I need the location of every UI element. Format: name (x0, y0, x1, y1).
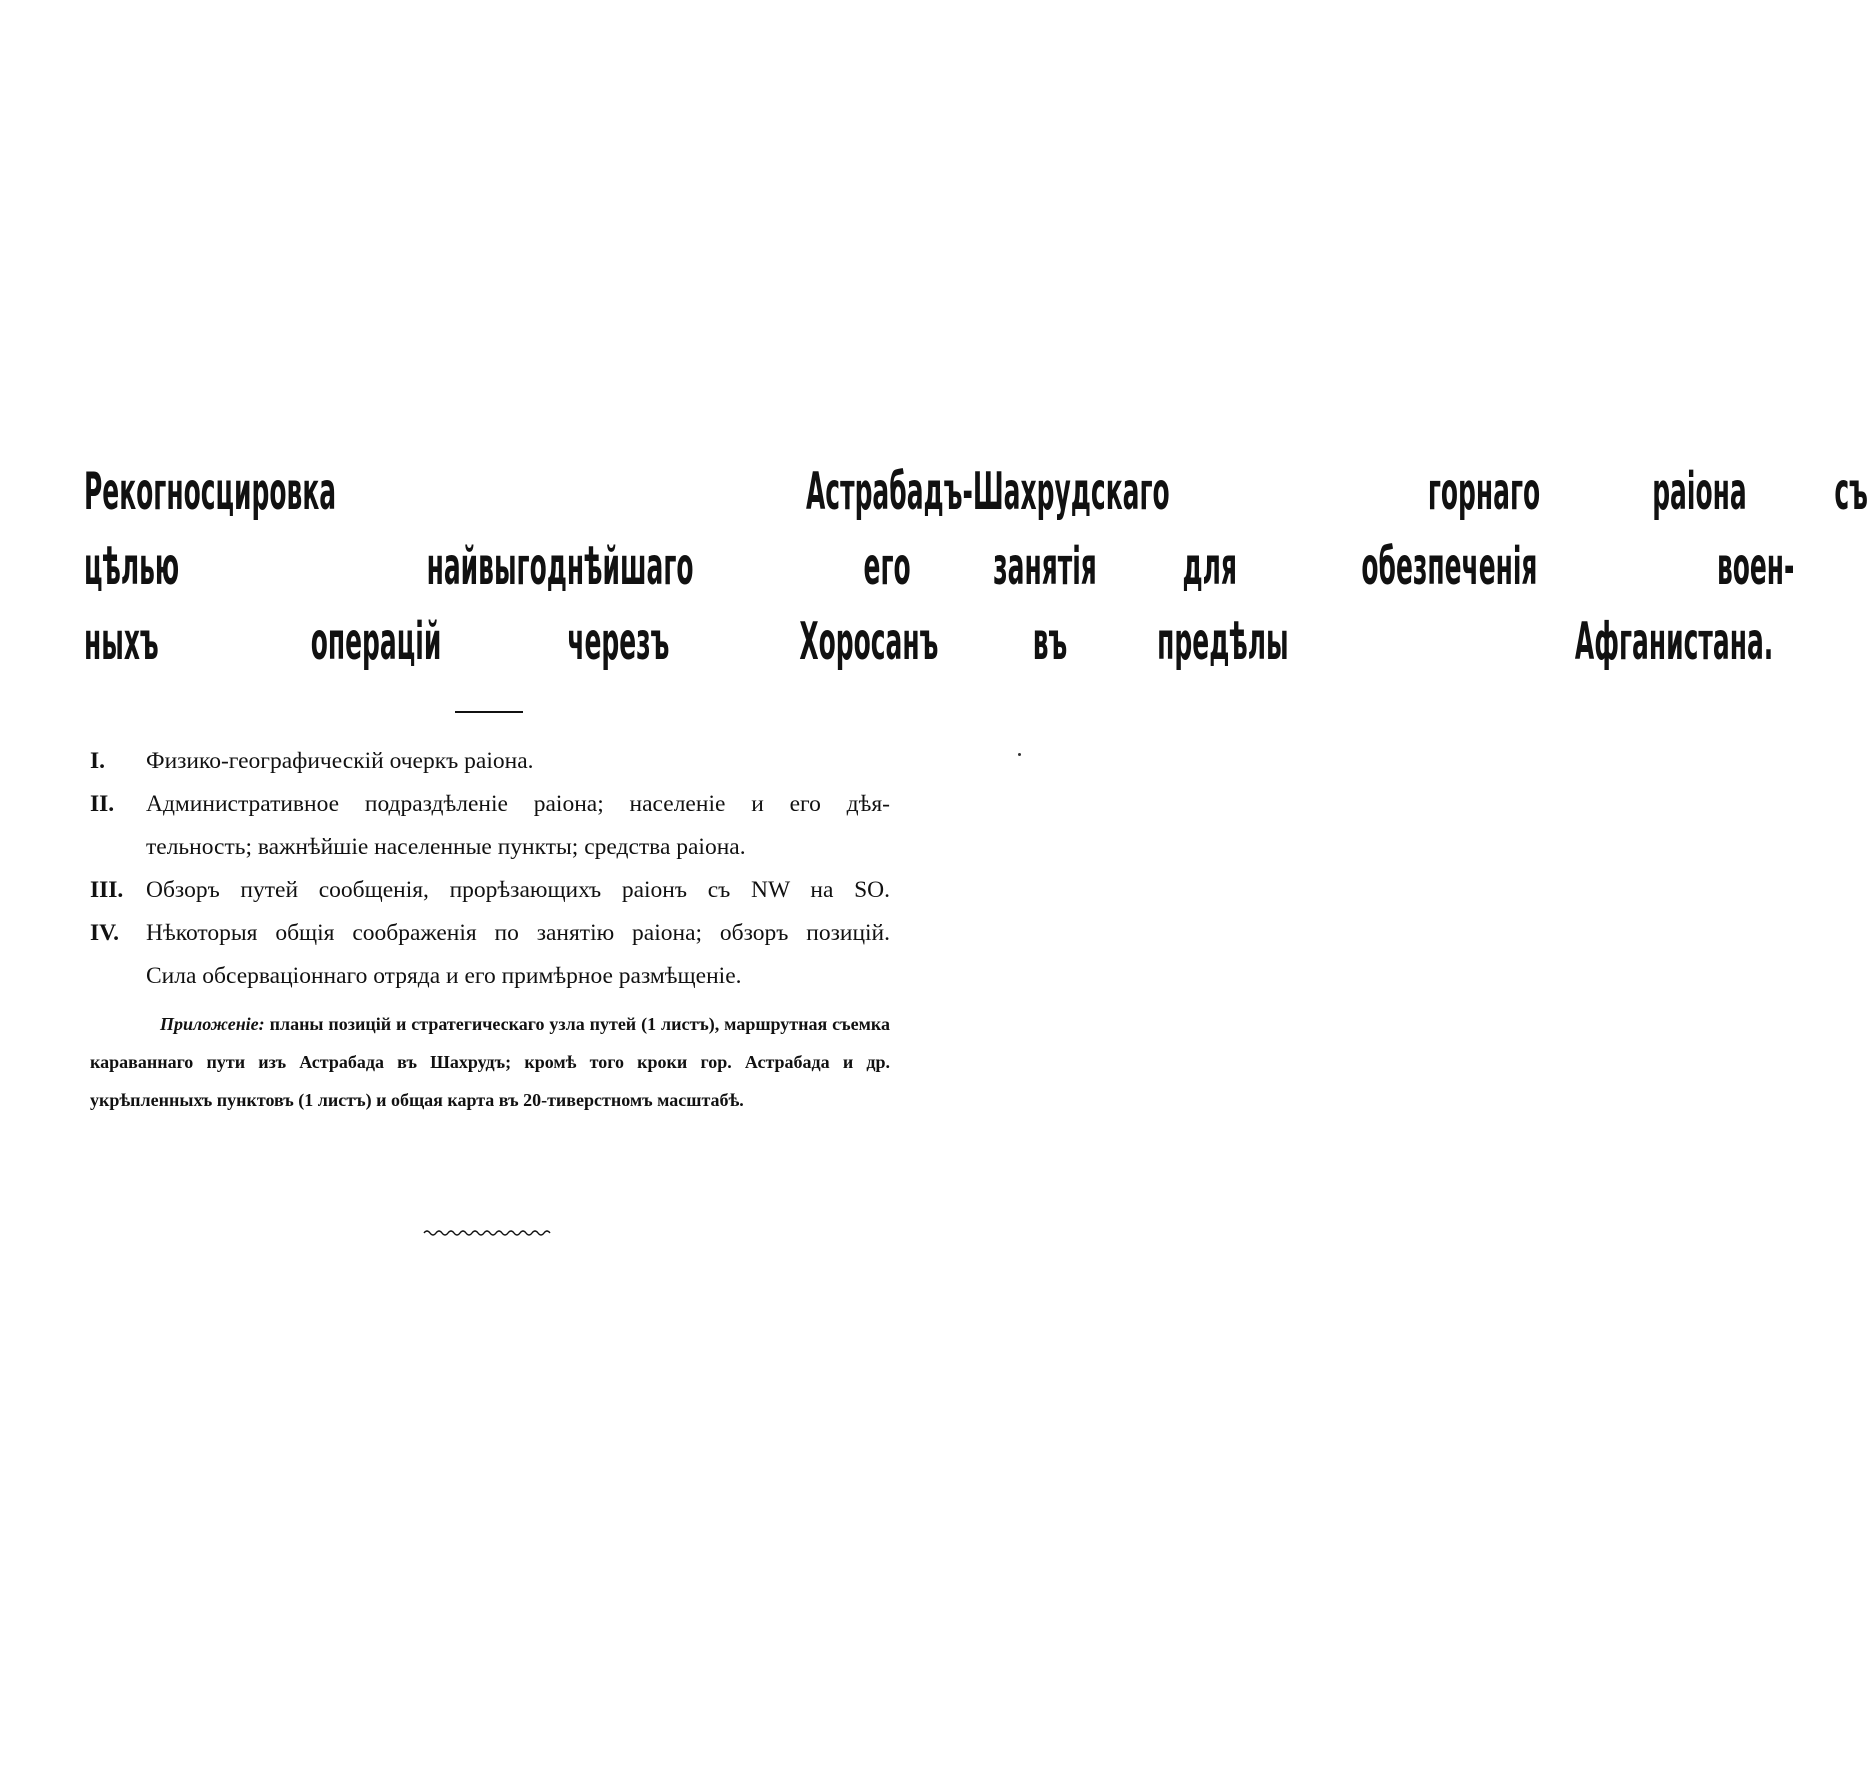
title-word: занятія (992, 537, 1097, 597)
title-block (84, 455, 1868, 680)
toc-text-block (146, 783, 890, 869)
title-word: раіона (1652, 462, 1747, 522)
appendix-text: планы позицій и стратегическаго узла путей (1 листъ), маршрутная съемка караваннаго пути изъ Астрабада въ Шахрудъ; кромѣ того кроки гор. Астрабада и др. укрѣпленныхъ пунктовъ (1 листъ) и общая карта въ 20-тиверстномъ масштабѣ. (90, 1014, 890, 1110)
wavy-ornament (422, 1226, 552, 1240)
toc-number: III. (90, 877, 124, 903)
toc-text: Административное подраздѣленіе раіона; населеніе и его дѣя- (146, 791, 890, 817)
toc-text: Обзоръ путей сообщенія, прорѣзающихъ раіонъ съ NW на SO. (146, 877, 890, 903)
toc-continuation: тельность; важнѣйшіе населенные пункты; средства раіона. (146, 834, 746, 860)
toc-item (90, 912, 890, 998)
toc-item (90, 740, 890, 783)
section-divider (455, 711, 523, 713)
title-word: найвыгоднѣйшаго (426, 537, 694, 597)
title-word: цѣлью (84, 537, 180, 597)
title-line (84, 455, 1868, 530)
appendix-note (90, 1005, 890, 1119)
title-word: обезпеченія (1361, 537, 1538, 597)
title-line (84, 530, 1795, 605)
title-word: горнаго (1427, 462, 1541, 522)
toc-text: Нѣкоторыя общія соображенія по занятію раіона; обзоръ позицій. (146, 920, 890, 946)
title-word: для (1182, 537, 1237, 597)
toc-number: IV. (90, 920, 119, 946)
toc-number: II. (90, 791, 115, 817)
title-word: его (863, 537, 912, 597)
toc-item (90, 783, 890, 869)
title-line (84, 605, 1774, 680)
title-word: предѣлы (1157, 612, 1289, 672)
toc-item (90, 869, 890, 912)
title-word: воен- (1716, 537, 1795, 597)
title-word: Хоросанъ (799, 612, 939, 672)
title-word: Афганистана. (1574, 612, 1774, 672)
toc-text-block (146, 912, 890, 998)
toc-text: Физико-географическій очеркъ раіона. (146, 748, 534, 774)
scan-speck (1018, 753, 1021, 756)
toc-number: I. (90, 748, 106, 774)
title-word: черезъ (566, 612, 670, 672)
appendix-label: Приложеніе: (160, 1014, 265, 1034)
title-word: ныхъ (84, 612, 159, 672)
title-word: Рекогносцировка (84, 462, 337, 522)
toc-continuation: Сила обсерваціоннаго отряда и его примѣрное размѣщеніе. (146, 963, 742, 989)
title-word: съ (1834, 462, 1868, 522)
title-word: Астрабадъ-Шахрудскаго (806, 462, 1170, 522)
title-word: операцій (310, 612, 441, 672)
title-word: въ (1032, 612, 1068, 672)
table-of-contents (90, 740, 890, 998)
